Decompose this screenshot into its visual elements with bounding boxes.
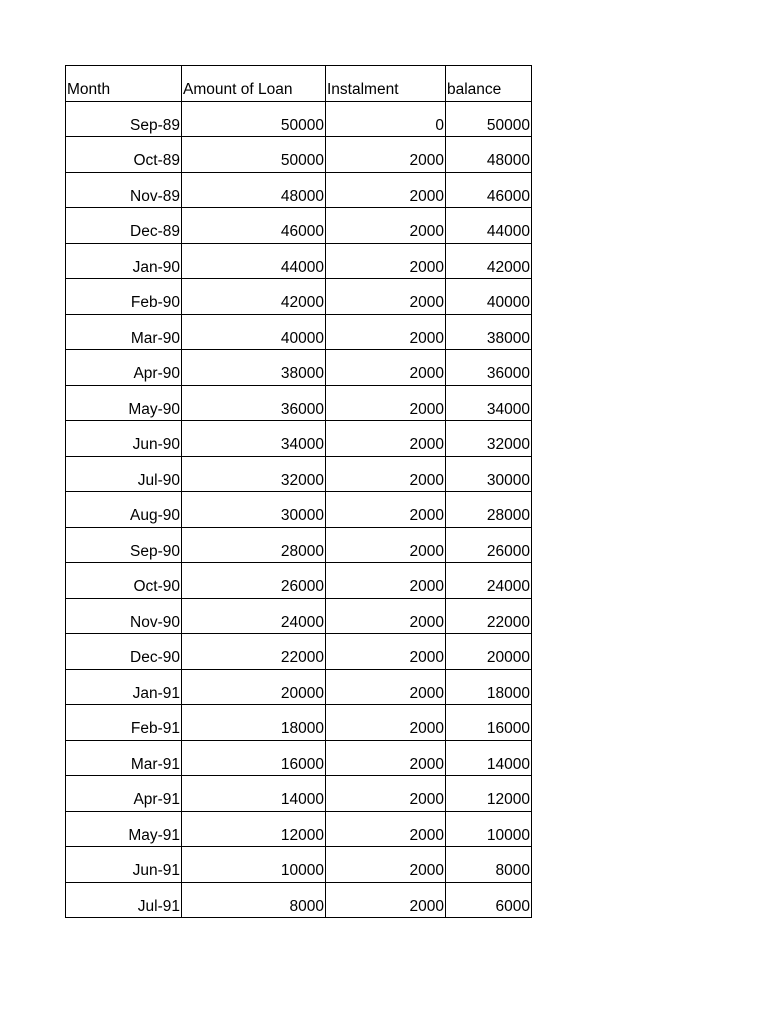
month-cell: Oct-90 bbox=[66, 563, 182, 599]
table-row bbox=[66, 669, 532, 705]
month-cell: Nov-90 bbox=[66, 598, 182, 634]
table-row bbox=[66, 385, 532, 421]
table-row bbox=[66, 243, 532, 279]
instalment-cell: 2000 bbox=[326, 811, 446, 847]
amount-of-loan-cell: 18000 bbox=[182, 705, 326, 741]
instalment-cell: 2000 bbox=[326, 314, 446, 350]
month-cell: Mar-91 bbox=[66, 740, 182, 776]
table-row bbox=[66, 279, 532, 315]
balance-cell: 24000 bbox=[446, 563, 532, 599]
instalment-cell: 2000 bbox=[326, 421, 446, 457]
amount-of-loan-cell: 8000 bbox=[182, 882, 326, 918]
instalment-cell: 2000 bbox=[326, 598, 446, 634]
month-cell: Apr-91 bbox=[66, 776, 182, 812]
amount-of-loan-cell: 36000 bbox=[182, 385, 326, 421]
month-cell: Feb-91 bbox=[66, 705, 182, 741]
table-row bbox=[66, 101, 532, 137]
amount-of-loan-cell: 40000 bbox=[182, 314, 326, 350]
header-instalment: Instalment bbox=[326, 66, 446, 102]
balance-cell: 18000 bbox=[446, 669, 532, 705]
instalment-cell: 2000 bbox=[326, 563, 446, 599]
instalment-cell: 2000 bbox=[326, 279, 446, 315]
balance-cell: 20000 bbox=[446, 634, 532, 670]
table-row bbox=[66, 527, 532, 563]
instalment-cell: 2000 bbox=[326, 350, 446, 386]
table-row bbox=[66, 421, 532, 457]
instalment-cell: 2000 bbox=[326, 634, 446, 670]
month-cell: May-91 bbox=[66, 811, 182, 847]
table-row bbox=[66, 492, 532, 528]
instalment-cell: 2000 bbox=[326, 776, 446, 812]
amount-of-loan-cell: 38000 bbox=[182, 350, 326, 386]
table-row bbox=[66, 563, 532, 599]
balance-cell: 48000 bbox=[446, 137, 532, 173]
balance-cell: 34000 bbox=[446, 385, 532, 421]
table-body bbox=[66, 101, 532, 918]
table-row bbox=[66, 456, 532, 492]
instalment-cell: 2000 bbox=[326, 740, 446, 776]
month-cell: Jan-90 bbox=[66, 243, 182, 279]
amount-of-loan-cell: 26000 bbox=[182, 563, 326, 599]
header-balance: balance bbox=[446, 66, 532, 102]
balance-cell: 22000 bbox=[446, 598, 532, 634]
amount-of-loan-cell: 12000 bbox=[182, 811, 326, 847]
balance-cell: 16000 bbox=[446, 705, 532, 741]
balance-cell: 26000 bbox=[446, 527, 532, 563]
amount-of-loan-cell: 34000 bbox=[182, 421, 326, 457]
amount-of-loan-cell: 14000 bbox=[182, 776, 326, 812]
table-row bbox=[66, 776, 532, 812]
instalment-cell: 2000 bbox=[326, 456, 446, 492]
table-row bbox=[66, 705, 532, 741]
amount-of-loan-cell: 20000 bbox=[182, 669, 326, 705]
month-cell: Oct-89 bbox=[66, 137, 182, 173]
balance-cell: 44000 bbox=[446, 208, 532, 244]
balance-cell: 42000 bbox=[446, 243, 532, 279]
table-row bbox=[66, 172, 532, 208]
amount-of-loan-cell: 50000 bbox=[182, 101, 326, 137]
amount-of-loan-cell: 50000 bbox=[182, 137, 326, 173]
balance-cell: 30000 bbox=[446, 456, 532, 492]
header-row bbox=[66, 66, 532, 102]
header-amount-of-loan: Amount of Loan bbox=[182, 66, 326, 102]
amount-of-loan-cell: 24000 bbox=[182, 598, 326, 634]
amount-of-loan-cell: 32000 bbox=[182, 456, 326, 492]
month-cell: Jun-91 bbox=[66, 847, 182, 883]
balance-cell: 28000 bbox=[446, 492, 532, 528]
instalment-cell: 2000 bbox=[326, 208, 446, 244]
amount-of-loan-cell: 30000 bbox=[182, 492, 326, 528]
table-row bbox=[66, 882, 532, 918]
month-cell: Sep-90 bbox=[66, 527, 182, 563]
table-row bbox=[66, 208, 532, 244]
amount-of-loan-cell: 46000 bbox=[182, 208, 326, 244]
balance-cell: 8000 bbox=[446, 847, 532, 883]
balance-cell: 12000 bbox=[446, 776, 532, 812]
month-cell: Jul-90 bbox=[66, 456, 182, 492]
instalment-cell: 2000 bbox=[326, 243, 446, 279]
table-row bbox=[66, 847, 532, 883]
amount-of-loan-cell: 16000 bbox=[182, 740, 326, 776]
month-cell: Mar-90 bbox=[66, 314, 182, 350]
instalment-cell: 2000 bbox=[326, 882, 446, 918]
amount-of-loan-cell: 44000 bbox=[182, 243, 326, 279]
month-cell: Dec-89 bbox=[66, 208, 182, 244]
balance-cell: 50000 bbox=[446, 101, 532, 137]
balance-cell: 40000 bbox=[446, 279, 532, 315]
balance-cell: 10000 bbox=[446, 811, 532, 847]
month-cell: Aug-90 bbox=[66, 492, 182, 528]
instalment-cell: 2000 bbox=[326, 527, 446, 563]
instalment-cell: 2000 bbox=[326, 137, 446, 173]
table-row bbox=[66, 811, 532, 847]
month-cell: May-90 bbox=[66, 385, 182, 421]
month-cell: Apr-90 bbox=[66, 350, 182, 386]
instalment-cell: 2000 bbox=[326, 385, 446, 421]
table-row bbox=[66, 350, 532, 386]
amount-of-loan-cell: 28000 bbox=[182, 527, 326, 563]
table-row bbox=[66, 137, 532, 173]
month-cell: Dec-90 bbox=[66, 634, 182, 670]
balance-cell: 32000 bbox=[446, 421, 532, 457]
balance-cell: 38000 bbox=[446, 314, 532, 350]
instalment-cell: 2000 bbox=[326, 172, 446, 208]
table-row bbox=[66, 314, 532, 350]
balance-cell: 36000 bbox=[446, 350, 532, 386]
table-row bbox=[66, 634, 532, 670]
balance-cell: 6000 bbox=[446, 882, 532, 918]
month-cell: Jun-90 bbox=[66, 421, 182, 457]
instalment-cell: 2000 bbox=[326, 847, 446, 883]
month-cell: Sep-89 bbox=[66, 101, 182, 137]
month-cell: Jan-91 bbox=[66, 669, 182, 705]
header-month: Month bbox=[66, 66, 182, 102]
instalment-cell: 0 bbox=[326, 101, 446, 137]
month-cell: Feb-90 bbox=[66, 279, 182, 315]
amount-of-loan-cell: 48000 bbox=[182, 172, 326, 208]
instalment-cell: 2000 bbox=[326, 705, 446, 741]
amount-of-loan-cell: 22000 bbox=[182, 634, 326, 670]
month-cell: Jul-91 bbox=[66, 882, 182, 918]
instalment-cell: 2000 bbox=[326, 492, 446, 528]
table-row bbox=[66, 598, 532, 634]
amount-of-loan-cell: 42000 bbox=[182, 279, 326, 315]
month-cell: Nov-89 bbox=[66, 172, 182, 208]
amount-of-loan-cell: 10000 bbox=[182, 847, 326, 883]
balance-cell: 46000 bbox=[446, 172, 532, 208]
loan-schedule-table bbox=[65, 65, 532, 918]
table-row bbox=[66, 740, 532, 776]
balance-cell: 14000 bbox=[446, 740, 532, 776]
instalment-cell: 2000 bbox=[326, 669, 446, 705]
